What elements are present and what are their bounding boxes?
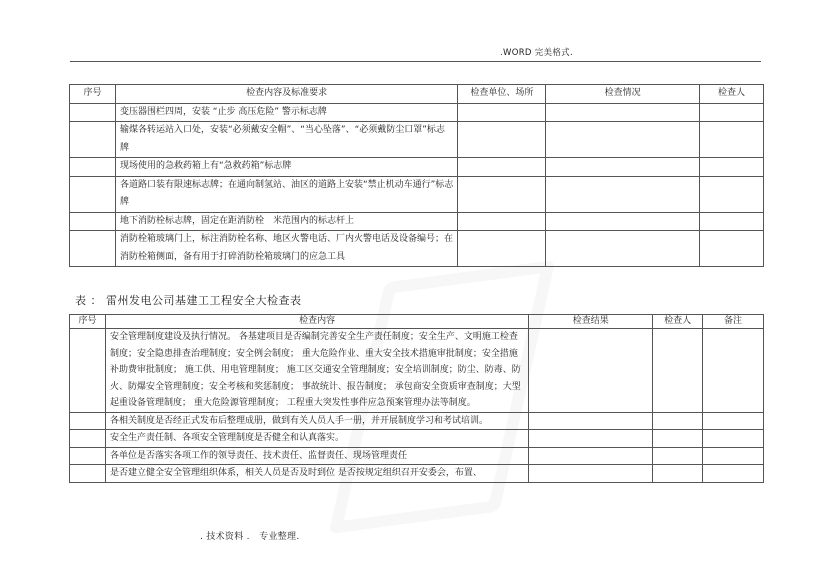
- table-row: [70, 447, 764, 465]
- content-cell: 消防栓箱玻璃门上，标注消防栓名称、地区火警电话、厂内火警电话及设备编号；在消防栓箱侧面，备有用于打碎消防栓箱玻璃门的应急工具: [115, 231, 457, 267]
- unit-cell: [458, 158, 546, 177]
- result-cell: [529, 447, 653, 465]
- table-row: [70, 176, 764, 212]
- content-cell: 现场使用的急救药箱上有“急救药箱”标志牌: [115, 158, 457, 177]
- status-cell: [546, 158, 700, 177]
- table-row: [70, 329, 764, 413]
- unit-cell: [458, 103, 546, 122]
- table-header-row: [70, 315, 764, 329]
- unit-cell: [458, 122, 546, 158]
- status-cell: [546, 231, 700, 267]
- inspector-cell: [653, 430, 703, 448]
- table-row: [70, 430, 764, 448]
- inspector-cell: [700, 176, 764, 212]
- inspector-cell: [700, 103, 764, 122]
- row-number-cell: [70, 465, 106, 483]
- row-number-cell: [70, 176, 116, 212]
- inspector-cell: [700, 122, 764, 158]
- result-cell: [529, 465, 653, 483]
- row-number-cell: [70, 231, 116, 267]
- table-row: [70, 212, 764, 231]
- status-cell: [546, 122, 700, 158]
- result-cell: [529, 430, 653, 448]
- header-cell: 检查人: [700, 85, 764, 104]
- content-cell: 输煤各转运站入口处，安装“必须戴安全帽”、“当心坠落”、“必须戴防尘口罩”标志牌: [115, 122, 457, 158]
- content-cell: 变压器围栏四周，安装 “止步 高压危险” 警示标志牌: [115, 103, 457, 122]
- table-row: [70, 158, 764, 177]
- content-cell: 安全管理制度建设及执行情况。 各基建项目是否编制完善安全生产责任制度；安全生产、文明施工检查制度；安全隐患排查治理制度；安全例会制度； 重大危险作业、重大安全技术措施审批制度；安全措施补助费审批制度； 施工供、用电管理制度； 施工区交通安全管理制度；安全培训制度；防尘、防毒、防火、防爆安全管理制度；安全考核和奖惩制度； 事故统计、报告制度； 承包商安全资质审查制度；大型起重设备管理制度； 重大危险源管理制度； 工程重大突发性事件应急预案管理办法等制度。: [105, 329, 528, 413]
- row-number-cell: [70, 103, 116, 122]
- status-cell: [546, 103, 700, 122]
- inspector-cell: [700, 212, 764, 231]
- inspector-cell: [653, 447, 703, 465]
- table-row: [70, 465, 764, 483]
- header-cell: 检查内容及标准要求: [115, 85, 457, 104]
- content-cell: 各单位是否落实各项工作的领导责任、技术责任、监督责任、现场管理责任: [105, 447, 528, 465]
- row-number-cell: [70, 430, 106, 448]
- table-row: [70, 122, 764, 158]
- content-cell: 地下消防栓标志牌，固定在距消防栓 米范围内的标志杆上: [115, 212, 457, 231]
- unit-cell: [458, 176, 546, 212]
- safety-inspection-table: [69, 314, 764, 483]
- content-cell: 各道路口装有限速标志牌；在通向制氢站、油区的道路上安装“禁止机动车通行”标志牌: [115, 176, 457, 212]
- header-cell: 检查结果: [529, 315, 653, 329]
- inspector-cell: [653, 465, 703, 483]
- remark-cell: [703, 412, 764, 430]
- inspector-cell: [700, 158, 764, 177]
- page-footer-text: . 技术资料 . 专业整理.: [200, 532, 300, 542]
- content-cell: 各相关制度是否经正式发布后整理成册，做到有关人员人手一册，并开展制度学习和考试培训。: [105, 412, 528, 430]
- inspector-cell: [653, 329, 703, 413]
- header-cell: 检查人: [653, 315, 703, 329]
- header-cell: 检查单位、场所: [458, 85, 546, 104]
- header-cell: 检查内容: [105, 315, 528, 329]
- status-cell: [546, 176, 700, 212]
- row-number-cell: [70, 329, 106, 413]
- remark-cell: [703, 447, 764, 465]
- inspector-cell: [700, 231, 764, 267]
- row-number-cell: [70, 412, 106, 430]
- result-cell: [529, 412, 653, 430]
- inspector-cell: [653, 412, 703, 430]
- header-cell: 序号: [70, 315, 106, 329]
- table-row: [70, 412, 764, 430]
- section-title: 表 ： 雷州发电公司基建工工程安全大检查表: [75, 294, 302, 307]
- table-row: [70, 231, 764, 267]
- table-row: [70, 103, 764, 122]
- row-number-cell: [70, 122, 116, 158]
- header-rule: [70, 61, 761, 62]
- result-cell: [529, 329, 653, 413]
- remark-cell: [703, 329, 764, 413]
- row-number-cell: [70, 158, 116, 177]
- page-header-text: .WORD 完美格式.: [500, 48, 573, 58]
- unit-cell: [458, 231, 546, 267]
- unit-cell: [458, 212, 546, 231]
- remark-cell: [703, 465, 764, 483]
- header-cell: 序号: [70, 85, 116, 104]
- content-cell: 安全生产责任制、各项安全管理制度是否健全和认真落实。: [105, 430, 528, 448]
- status-cell: [546, 212, 700, 231]
- content-cell: 是否建立健全安全管理组织体系，相关人员是否及时到位 是否按规定组织召开安委会，布置、: [105, 465, 528, 483]
- table-header-row: [70, 85, 764, 104]
- header-cell: 检查情况: [546, 85, 700, 104]
- row-number-cell: [70, 447, 106, 465]
- row-number-cell: [70, 212, 116, 231]
- signage-check-table: [69, 84, 764, 267]
- remark-cell: [703, 430, 764, 448]
- header-cell: 备注: [703, 315, 764, 329]
